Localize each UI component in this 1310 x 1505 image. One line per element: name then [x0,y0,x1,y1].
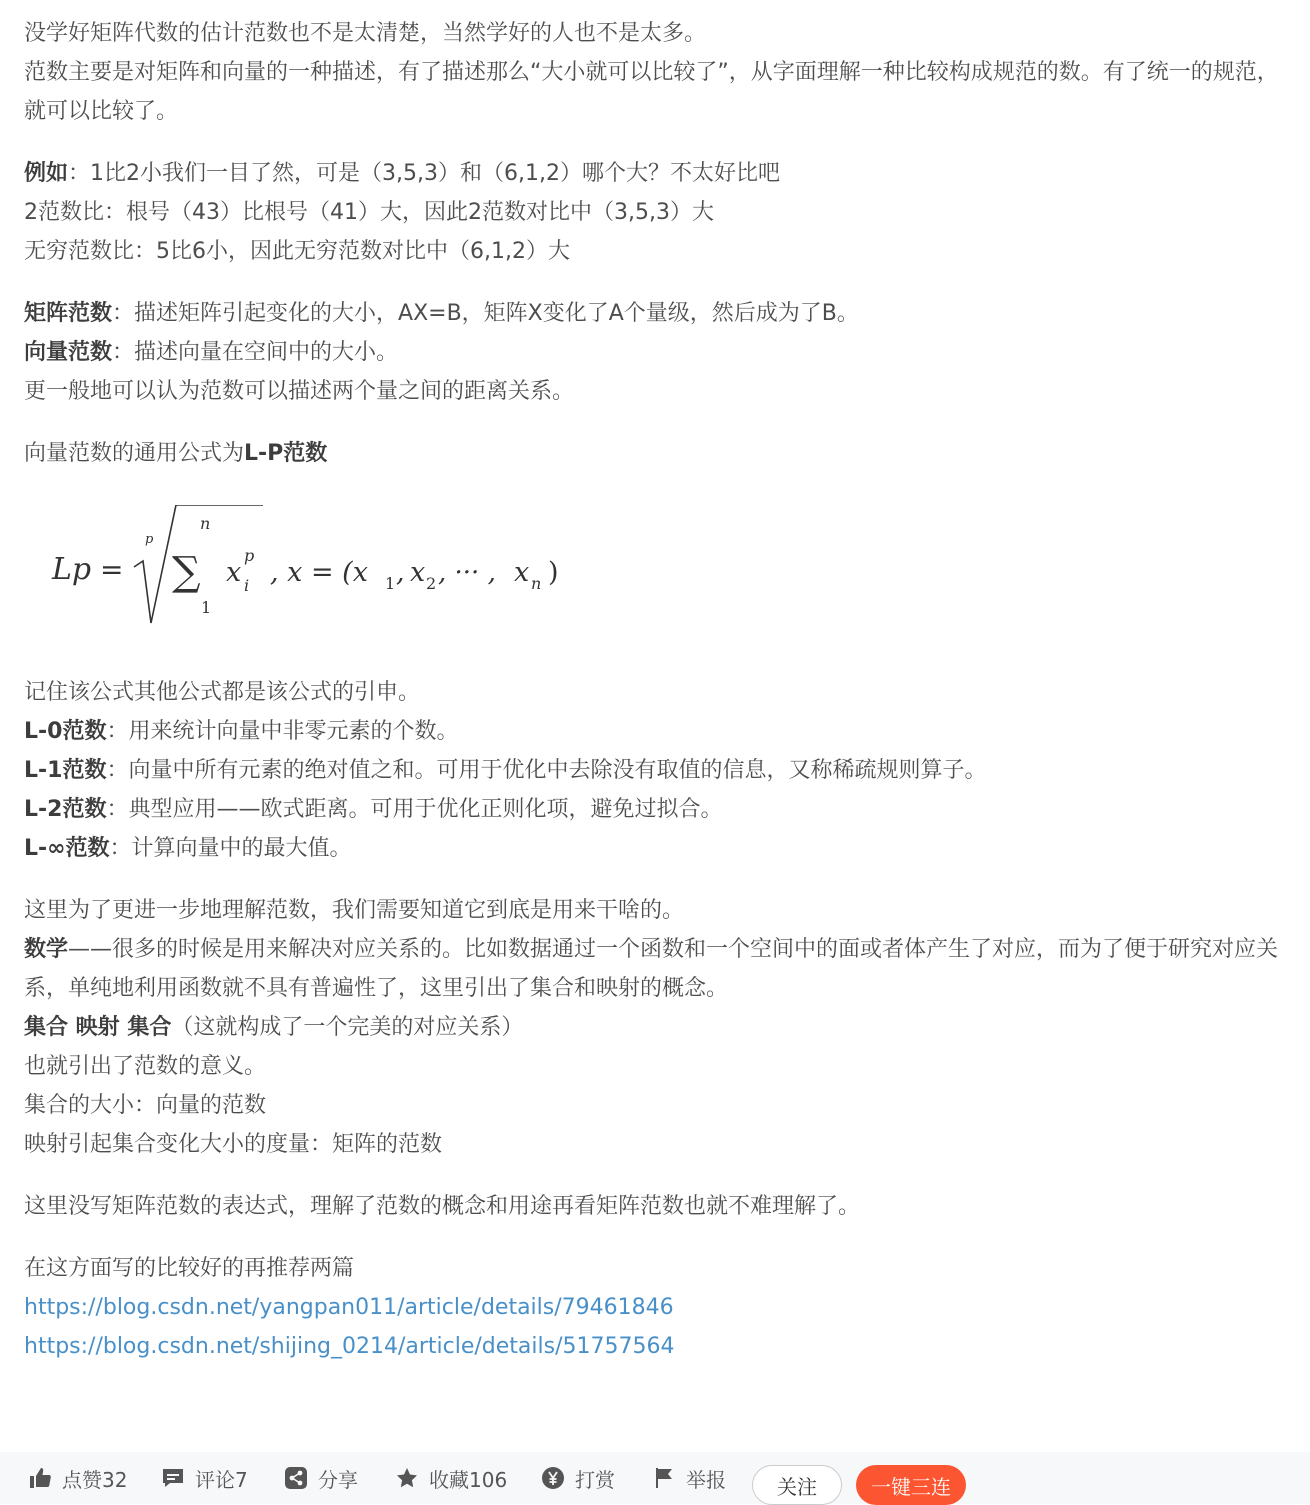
example-2norm-line: 2范数比：根号（43）比根号（41）大，因此2范数对比中（3,5,3）大 [24,200,714,225]
formula-term-sup: p [244,546,255,565]
formula-close: ) [548,557,559,588]
recommend-link-1[interactable]: https://blog.csdn.net/yangpan011/article/details/79461846 [24,1295,674,1320]
formula-x2: x [410,557,426,588]
article-toolbar [0,1452,1310,1504]
example-label: 例如 [24,161,69,186]
set-size-line: 集合的大小：向量的范数 [24,1093,267,1118]
intro-paragraph: 没学好矩阵代数的估计范数也不是太清楚，当然学好的人也不是太多。 [24,21,707,46]
flag-icon [651,1465,677,1491]
meaning-line: 也就引出了范数的意义。 [24,1054,267,1079]
lp-formula [24,473,1299,673]
remember-line: 记住该公式其他公式都是该公式的引申。 [24,680,421,705]
recommend-link-2[interactable]: https://blog.csdn.net/shijing_0214/article/details/51757564 [24,1334,675,1359]
l0-line: L-0范数：用来统计向量中非零元素的个数。 [24,719,459,744]
further-line: 这里为了更进一步地理解范数，我们需要知道它到底是用来干啥的。 [24,898,685,923]
follow-button[interactable]: 关注 [752,1465,842,1505]
map-measure-line: 映射引起集合变化大小的度量：矩阵的范数 [24,1132,443,1157]
comment-icon [160,1465,186,1491]
no-matrix-line: 这里没写矩阵范数的表达式，理解了范数的概念和用途再看矩阵范数也就不难理解了。 [24,1194,861,1219]
formula-sep: , [396,557,405,588]
l1-line: L-1范数：向量中所有元素的绝对值之和。可用于优化中去除没有取值的信息，又称稀疏规则算子。 [24,758,987,783]
formula-lhs: Lp [52,552,92,587]
report-label: 举报 [686,1467,726,1492]
like-button[interactable] [27,1458,127,1498]
definition-paragraph: 范数主要是对矩阵和向量的一种描述，有了描述那么“大小就可以比较了”，从字面理解一种比较构成规范的数。有了统一的规范，就可以比较了。 [24,60,1279,124]
yen-coin-icon [540,1465,566,1491]
set-map-line: 集合 映射 集合（这就构成了一个完美的对应关系） [24,1015,524,1040]
formula-xn: x [514,557,530,588]
share-button[interactable] [283,1458,358,1498]
vector-norm-line: 向量范数：描述向量在空间中的大小。 [24,340,399,365]
collect-label: 收藏106 [429,1467,508,1492]
formula-eq: = [100,553,124,586]
linf-line: L-∞范数：计算向量中的最大值。 [24,836,352,861]
thumbs-up-icon [27,1465,53,1491]
formula-x-def: , x = (x [270,557,368,588]
recommend-line: 在这方面写的比较好的再推荐两篇 [24,1256,355,1281]
example-infnorm-line: 无穷范数比：5比6小，因此无穷范数对比中（6,1,2）大 [24,239,570,264]
formula-root-index: p [145,532,154,547]
general-line: 更一般地可以认为范数可以描述两个量之间的距离关系。 [24,379,575,404]
l2-line: L-2范数：典型应用——欧式距离。可用于优化正则化项，避免过拟合。 [24,797,723,822]
example-line: 例如：1比2小我们一目了然，可是（3,5,3）和（6,1,2）哪个大？不太好比吧 [24,161,780,186]
formula-intro: 向量范数的通用公式为L-P范数 [24,441,328,466]
collect-button[interactable] [394,1458,507,1498]
formula-dots: , ··· , [438,558,496,588]
matrix-norm-line: 矩阵范数：描述矩阵引起变化的大小，AX=B，矩阵X变化了A个量级，然后成为了B。 [24,301,859,326]
formula-term-sub: i [244,576,250,595]
formula-term-base: x [226,557,242,588]
reward-button[interactable] [540,1458,615,1498]
formula-sigma: ∑ [172,549,201,595]
comment-button[interactable] [160,1458,248,1498]
math-paragraph: 数学——很多的时候是用来解决对应关系的。比如数据通过一个函数和一个空间中的面或者体产生了对应，而为了便于研究对应关系，单纯地利用函数就不具有普遍性了，这里引出了集合和映射的概念。 [24,937,1279,1001]
formula-sum-lower: 1 [201,598,212,617]
formula-subn: n [531,574,542,593]
formula-sub2: 2 [426,574,437,593]
like-label: 点赞32 [62,1467,128,1492]
reward-label: 打赏 [575,1467,615,1492]
report-button[interactable] [651,1458,726,1498]
star-icon [394,1465,420,1491]
article-body [24,14,1299,1366]
formula-sub1: 1 [385,574,396,593]
share-label: 分享 [318,1467,358,1492]
formula-sum-upper: n [200,514,211,533]
triple-action-button[interactable]: 一键三连 [856,1465,966,1505]
share-icon [283,1465,309,1491]
comment-label: 评论7 [195,1467,248,1492]
